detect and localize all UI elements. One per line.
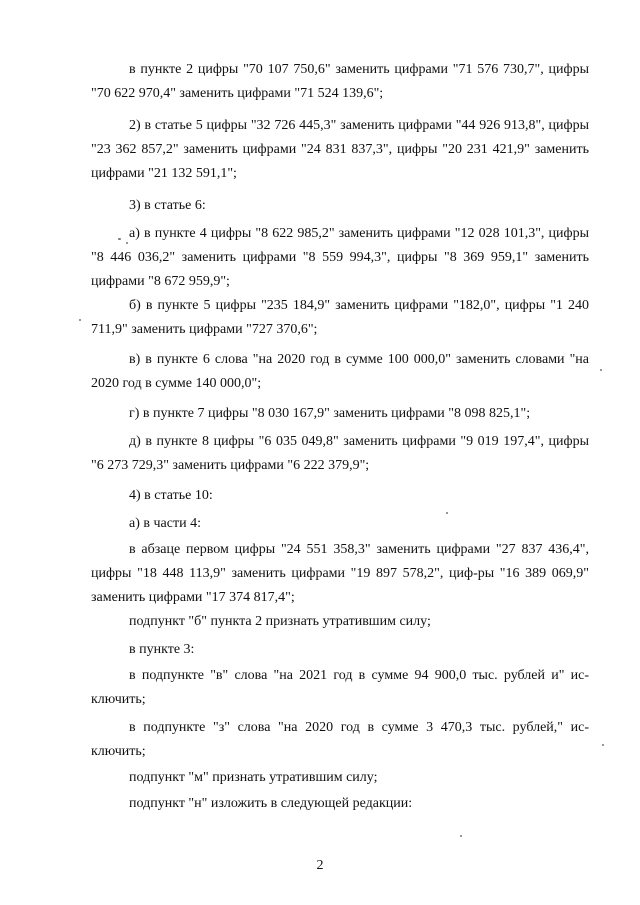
paragraph: в пункте 3: <box>129 642 195 657</box>
paragraph: г) в пункте 7 цифры "8 030 167,9" заменить цифрами "8 098 825,1"; <box>129 406 531 421</box>
page-number: 2 <box>316 858 324 873</box>
paragraph: в) в пункте 6 слова "на 2020 год в сумме 100 000,0" заменить словами "на 2020 год в сумме 140 000,0"; <box>91 352 589 391</box>
paragraph: 4) в статье 10: <box>129 488 213 503</box>
paragraph: 2) в статье 5 цифры "32 726 445,3" заменить цифрами "44 926 913,8", цифры "23 362 857,2" заменить цифрами "24 831 837,3", цифры "20 231 421,9" заменить цифрами "21 132 591,1"; <box>91 118 589 181</box>
scan-speck <box>79 319 81 321</box>
scan-speck <box>602 744 604 746</box>
scan-speck <box>460 835 462 837</box>
paragraph: д) в пункте 8 цифры "6 035 049,8" заменить цифрами "9 019 197,4", цифры "6 273 729,3" заменить цифрами "6 222 379,9"; <box>91 434 589 473</box>
paragraph: в абзаце первом цифры "24 551 358,3" заменить цифрами "27 837 436,4", цифры "18 448 113,9" заменить цифрами "19 897 578,2", циф-ры "16 389 069,9" заменить цифрами "17 374 817,4"; <box>91 542 589 605</box>
paragraph: подпункт "б" пункта 2 признать утратившим силу; <box>129 614 431 629</box>
paragraph: а) в части 4: <box>129 516 201 531</box>
paragraph: 3) в статье 6: <box>129 198 206 213</box>
paragraph: в подпункте "в" слова "на 2021 год в сумме 94 900,0 тыс. рублей и" ис-ключить; <box>91 668 589 707</box>
paragraph: б) в пункте 5 цифры "235 184,9" заменить цифрами "182,0", цифры "1 240 711,9" заменить цифрами "727 370,6"; <box>91 298 589 337</box>
scan-speck <box>126 242 128 244</box>
paragraph: в пункте 2 цифры "70 107 750,6" заменить цифрами "71 576 730,7", цифры "70 622 970,4" заменить цифрами "71 524 139,6"; <box>91 62 589 101</box>
paragraph: подпункт "н" изложить в следующей редакции: <box>129 796 413 811</box>
paragraph: а) в пункте 4 цифры "8 622 985,2" заменить цифрами "12 028 101,3", цифры "8 446 036,2" заменить цифрами "8 559 994,3", цифры "8 369 959,1" заменить цифрами "8 672 959,9"; <box>91 226 589 289</box>
scan-speck <box>446 512 448 514</box>
paragraph: в подпункте "з" слова "на 2020 год в сумме 3 470,3 тыс. рублей," ис-ключить; <box>91 720 589 759</box>
scan-speck <box>118 238 121 240</box>
paragraph: подпункт "м" признать утратившим силу; <box>129 770 378 785</box>
scan-speck <box>600 369 602 371</box>
